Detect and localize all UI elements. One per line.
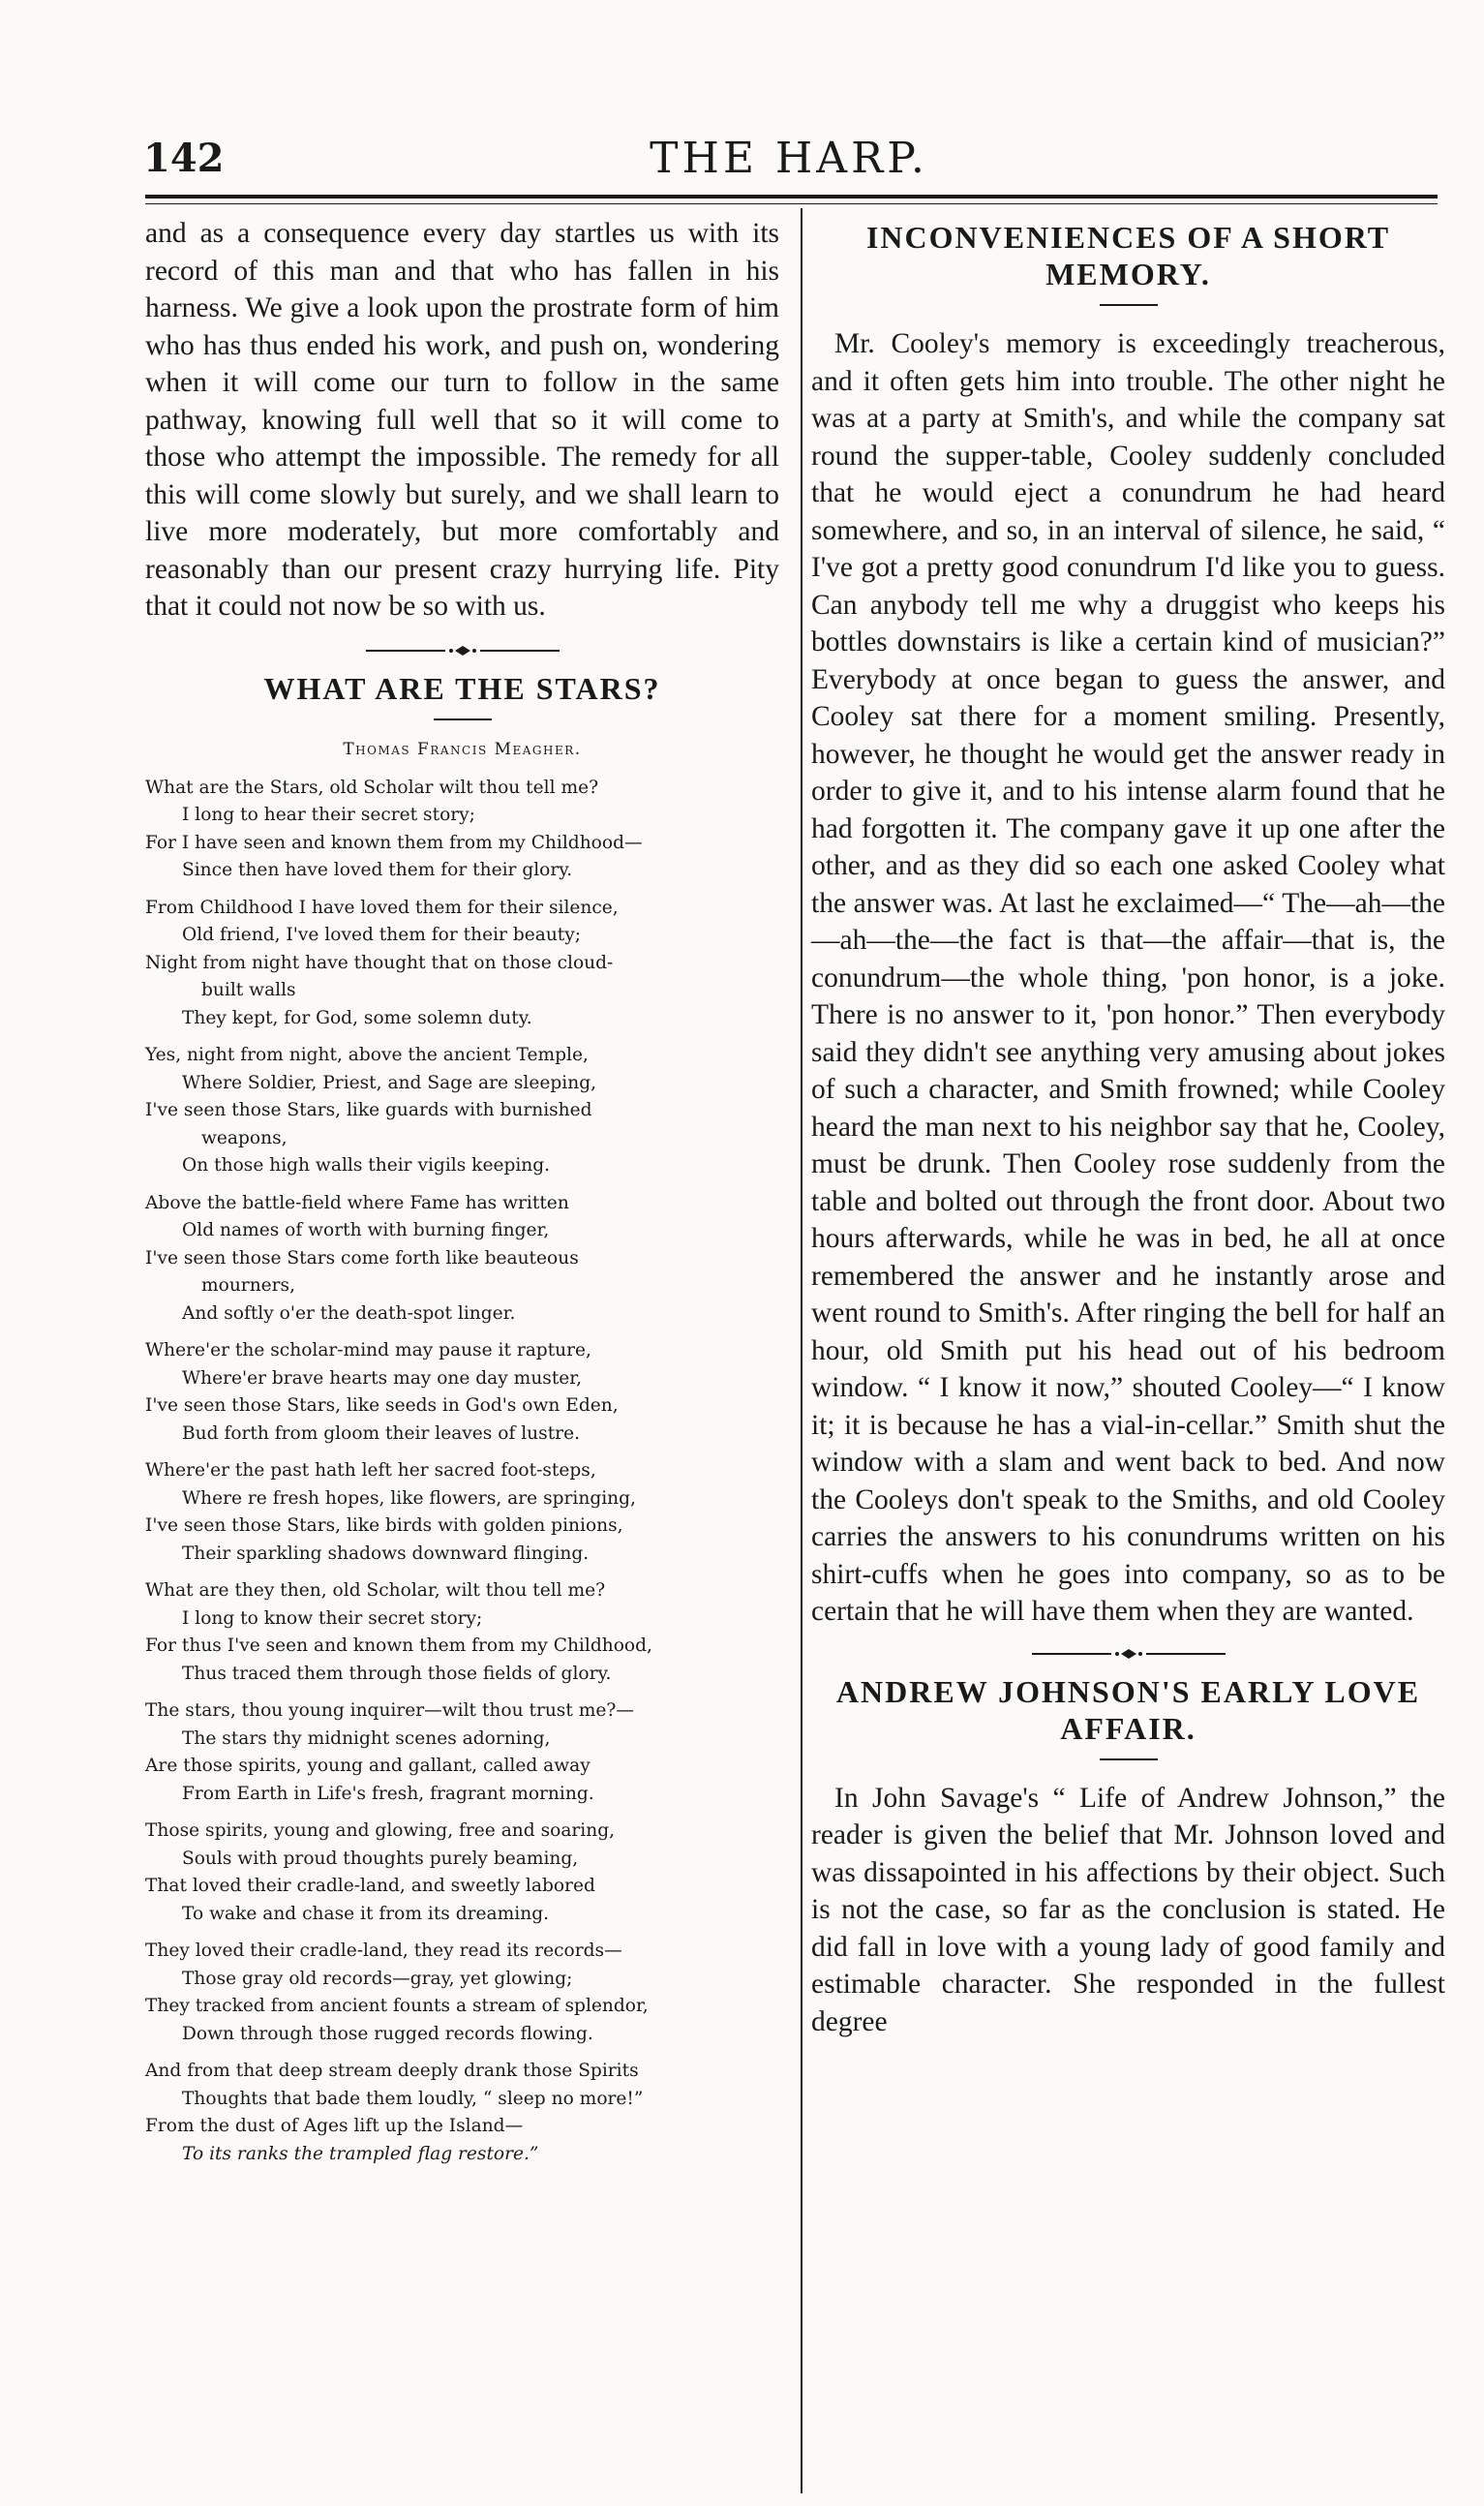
- poem-line: weapons,: [201, 1127, 288, 1148]
- poem-line: I've seen those Stars, like guards with burnished: [145, 1100, 592, 1120]
- poem-line: Thoughts that bade them loudly, “ sleep no more!”: [182, 2088, 644, 2109]
- poem-line: Thus traced them through those fields of glory.: [182, 1663, 612, 1684]
- stanza: [145, 1190, 779, 1329]
- poem-line: For I have seen and known them from my Childhood—: [145, 832, 643, 853]
- ornament-divider: [366, 645, 560, 657]
- poem-line: built walls: [201, 980, 296, 1000]
- left-column: [145, 215, 779, 2168]
- poem-line: Those spirits, young and glowing, free and soaring,: [145, 1820, 616, 1841]
- poem-line: mourners,: [201, 1275, 296, 1296]
- title-rule: [434, 718, 492, 720]
- poem-line: I've seen those Stars come forth like beauteous: [145, 1247, 579, 1268]
- right-column: [811, 215, 1445, 2040]
- poem-line: Are those spirits, young and gallant, called away: [145, 1756, 591, 1776]
- poem: [145, 775, 779, 2169]
- poem-line: They tracked from ancient founts a stream of splendor,: [145, 1996, 649, 2016]
- poem-line: And from that deep stream deeply drank those Spirits: [145, 2061, 639, 2081]
- poem-line: Above the battle-field where Fame has written: [145, 1192, 569, 1213]
- journal-title: THE HARP.: [650, 134, 928, 183]
- poem-line: From Earth in Life's fresh, fragrant morning.: [182, 1783, 594, 1804]
- article-title-memory: INCONVENIENCES OF A SHORT MEMORY.: [865, 220, 1391, 291]
- title-rule: [1100, 1758, 1158, 1760]
- poem-line: To wake and chase it from its dreaming.: [182, 1903, 550, 1924]
- poem-line: Where'er brave hearts may one day muster,: [182, 1367, 583, 1389]
- ornament-divider: [1032, 1648, 1226, 1660]
- stanza: [145, 1577, 779, 1688]
- stanza: [145, 1457, 779, 1568]
- stanza: [145, 1818, 779, 1928]
- poem-author: Thomas Francis Meagher.: [343, 739, 582, 759]
- stanza: [145, 1337, 779, 1448]
- poem-title: WHAT ARE THE STARS?: [263, 670, 661, 706]
- poem-line: Down through those rugged records flowing.: [182, 2023, 593, 2044]
- poem-line: From Childhood I have loved them for their silence,: [145, 897, 619, 918]
- stanza: [145, 895, 779, 1033]
- poem-line: They kept, for God, some solemn duty.: [182, 1007, 532, 1028]
- poem-line: Yes, night from night, above the ancient Temple,: [145, 1045, 589, 1065]
- poem-line: From the dust of Ages lift up the Island—: [145, 2116, 524, 2136]
- poem-line: They loved their cradle-land, they read its records—: [145, 1941, 622, 1961]
- stanza: [145, 2058, 779, 2168]
- poem-line: Night from night have thought that on those cloud-: [145, 952, 614, 973]
- page-number: 142: [143, 136, 225, 181]
- poem-line: Where'er the scholar-mind may pause it rapture,: [145, 1340, 591, 1360]
- stanza: [145, 1042, 779, 1180]
- poem-line: On those high walls their vigils keeping.: [182, 1155, 551, 1176]
- poem-line: The stars thy midnight scenes adorning,: [182, 1727, 551, 1749]
- poem-line: What are they then, old Scholar, wilt thou tell me?: [145, 1580, 606, 1601]
- poem-line: Where'er the past hath left her sacred foot-steps,: [145, 1460, 596, 1481]
- poem-line: Old names of worth with burning finger,: [182, 1220, 550, 1240]
- page-header: [136, 134, 1442, 192]
- poem-line: And softly o'er the death-spot linger.: [182, 1302, 516, 1324]
- poem-line: The stars, thou young inquirer—wilt thou trust me?—: [145, 1700, 634, 1721]
- stanza: [145, 1697, 779, 1808]
- poem-line: Old friend, I've loved them for their beauty;: [182, 925, 582, 945]
- poem-line: I long to hear their secret story;: [182, 805, 475, 825]
- poem-line: Where Soldier, Priest, and Sage are sleeping,: [182, 1072, 597, 1093]
- poem-line: For thus I've seen and known them from my Childhood,: [145, 1635, 652, 1656]
- poem-line: Bud forth from gloom their leaves of lustre.: [182, 1422, 580, 1444]
- article-text-johnson: In John Savage's “ Life of Andrew Johnson,” the reader is given the belief that Mr. Johnson loved and was dissapointed in his affections by their object. Such is not the case, so far as the conclusion is stated. He did fall in love with a young lady of good family and estimable character. She responded in the fullest degree: [811, 1782, 1445, 2037]
- stanza: [145, 1938, 779, 2048]
- poem-line: I long to know their secret story;: [182, 1607, 483, 1629]
- poem-line: I've seen those Stars, like seeds in God's own Eden,: [145, 1395, 619, 1416]
- poem-line: What are the Stars, old Scholar wilt thou tell me?: [145, 777, 599, 798]
- intro-paragraph: and as a consequence every day startles us with its record of this man and that who has fallen in his harness. We give a look upon the prostrate form of him who has thus ended his work, and push on, wondering when it will come our turn to follow in the same pathway, knowing full well that so it will come to those who attempt the impossible. The remedy for all this will come slowly but surely, and we shall learn to live more moderately, but more comfortably and reasonably than our present crazy hurrying life. Pity that it could not now be so with us.: [145, 218, 779, 622]
- title-rule: [1100, 304, 1158, 306]
- poem-line: Where re fresh hopes, like flowers, are springing,: [182, 1487, 636, 1509]
- poem-line: Souls with proud thoughts purely beaming,: [182, 1848, 579, 1869]
- poem-line: Their sparkling shadows downward flinging.: [182, 1543, 590, 1564]
- article-title-johnson: ANDREW JOHNSON'S EARLY LOVE AFFAIR.: [835, 1673, 1421, 1746]
- poem-line: I've seen those Stars, like birds with golden pinions,: [145, 1515, 623, 1536]
- poem-line: Those gray old records—gray, yet glowing;: [182, 1968, 573, 1989]
- stanza: [145, 775, 779, 885]
- poem-line: To its ranks the trampled flag restore.”: [182, 2143, 539, 2164]
- article-text-memory: Mr. Cooley's memory is exceedingly treacherous, and it often gets him into trouble. The other night he was at a party at Smith's, and while the company sat round the supper-table, Cooley suddenly concluded that he would eject a conundrum he had heard somewhere, and so, in an interval of silence, he said, “ I've got a pretty good conundrum I'd like you to guess. Can anybody tell me why a druggist who keeps his bottles downstairs is like a certain kind of musician?” Everybody at once began to guess the answer, and Cooley sat there for a moment smiling. Presently, however, he thought he would get the answer ready in order to give it, and to his intense alarm found that he had forgotten it. The company gave it up one after the other, and as they did so each one asked Cooley what the answer was. At last he exclaimed—“ The—ah—the—ah—the—the fact is that—the affair—that is, the conundrum—the whole thing, 'pon honor, is a joke. There is no answer to it, 'pon honor.” Then everybody said they didn't see anything very amusing about jokes of such a character, and Smith frowned; while Cooley heard the man next to his neighbor say that he, Cooley, must be drunk. Then Cooley rose suddenly from the table and bolted out through the front door. About two hours afterwards, while he was in bed, he all at once remembered the answer and he instantly arose and went round to Smith's. After ringing the bell for half an hour, old Smith put his head out of his bedroom window. “ I know it now,” shouted Cooley—“ I know it; it is because he has a vial-in-cellar.” Smith shut the window with a slam and went back to bed. And now the Cooleys don't speak to the Smiths, and old Cooley carries the answers to his conundrums written on his shirt-cuffs when he goes into company, so as to be certain that he will have them when they are wanted.: [811, 328, 1445, 1627]
- poem-line: Since then have loved them for their glory.: [182, 860, 573, 880]
- poem-line: That loved their cradle-land, and sweetly labored: [145, 1876, 595, 1896]
- header-rule-thin: [145, 203, 1438, 204]
- column-divider: [801, 208, 803, 2493]
- header-rule-thick: [145, 195, 1438, 199]
